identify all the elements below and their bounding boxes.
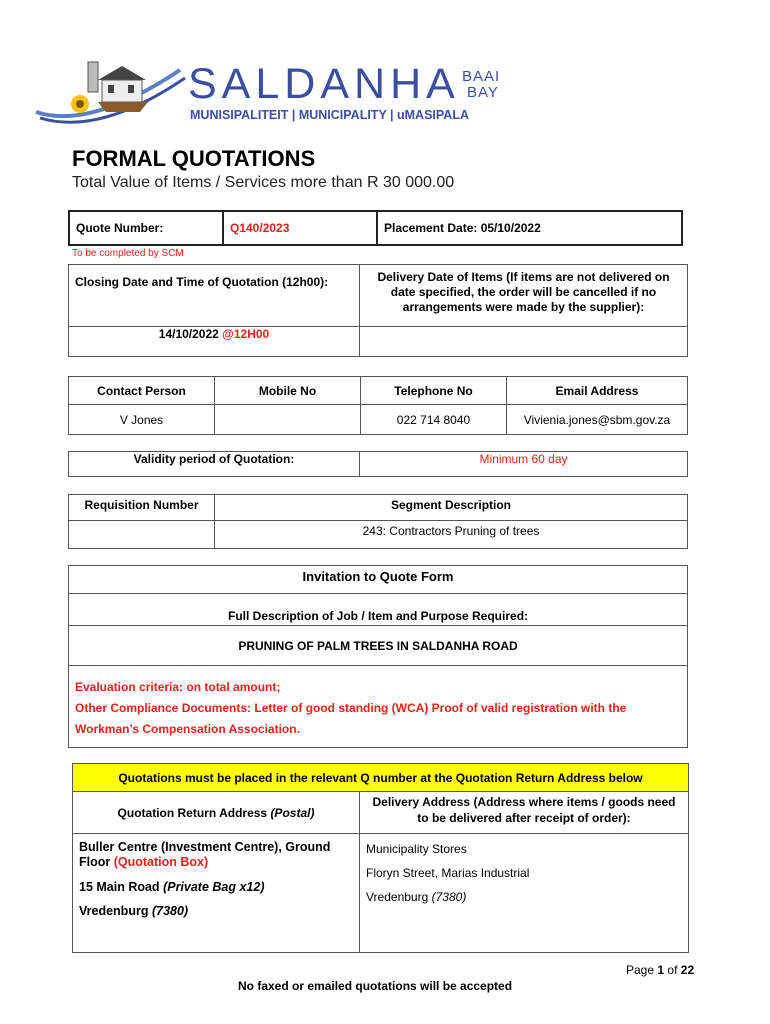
return-postcode: (7380) xyxy=(151,904,189,918)
evaluation-criteria xyxy=(69,666,688,748)
page-title: FORMAL QUOTATIONS xyxy=(72,146,316,171)
evaluation-line-2: Other Compliance Documents: Letter of good standing (WCA) Proof of valid registration with the xyxy=(75,701,627,715)
delivery-date-label: Delivery Date of Items (If items are not delivered on date specified, the order will be cancelled if no arrangements were made by the supplier): xyxy=(360,265,688,327)
delivery-line-3: Vredenburg xyxy=(366,890,429,904)
return-address-body xyxy=(73,834,360,953)
page-prefix: Page xyxy=(626,963,655,977)
quote-number-table xyxy=(68,210,683,246)
validity-table xyxy=(68,451,688,477)
return-address-postal: (Postal) xyxy=(270,805,315,820)
requisition-table xyxy=(68,494,688,549)
invitation-title: Invitation to Quote Form xyxy=(69,566,688,594)
mobile-value xyxy=(215,405,361,435)
quote-number-label: Quote Number: xyxy=(69,211,223,245)
email-header: Email Address xyxy=(507,377,688,405)
delivery-address-body xyxy=(360,834,689,953)
requisition-label: Requisition Number xyxy=(69,495,215,521)
page-current: 1 xyxy=(657,963,665,977)
municipality-logo xyxy=(30,52,190,132)
email-value: Vivienia.jones@sbm.gov.za xyxy=(507,405,688,435)
return-address-header xyxy=(73,792,360,834)
return-line-2: 15 Main Road xyxy=(79,880,160,894)
page-of: of xyxy=(667,963,678,977)
mobile-header: Mobile No xyxy=(215,377,361,405)
contact-person-value: V Jones xyxy=(69,405,215,435)
telephone-value: 022 714 8040 xyxy=(361,405,507,435)
scm-note: To be completed by SCM xyxy=(72,248,184,259)
closing-date-value xyxy=(69,327,360,357)
return-address-banner: Quotations must be placed in the relevant Q number at the Quotation Return Address below xyxy=(73,764,689,792)
quote-number-value: Q140/2023 xyxy=(223,211,377,245)
delivery-address-header: Delivery Address (Address where items / goods need to be delivered after receipt of order): xyxy=(360,792,689,834)
segment-value: 243: Contractors Pruning of trees xyxy=(215,521,688,549)
delivery-line-2: Floryn Street, Marias Industrial xyxy=(366,866,530,880)
logo-emblem-icon xyxy=(30,52,190,132)
closing-date-label: Closing Date and Time of Quotation (12h00): xyxy=(69,265,360,327)
description-label: Full Description of Job / Item and Purpose Required: xyxy=(69,594,688,626)
footer-note: No faxed or emailed quotations will be accepted xyxy=(238,979,513,993)
brand-bay: BAY xyxy=(467,84,499,101)
telephone-header: Telephone No xyxy=(361,377,507,405)
quotation-box: (Quotation Box) xyxy=(113,855,209,869)
delivery-line-1: Municipality Stores xyxy=(366,842,467,856)
brand-tagline: MUNISIPALITEIT | MUNICIPALITY | uMASIPALA xyxy=(190,108,469,122)
brand-baai: BAAI xyxy=(462,68,501,85)
validity-label: Validity period of Quotation: xyxy=(69,452,360,477)
closing-time: @12H00 xyxy=(222,327,270,341)
private-bag: (Private Bag x12) xyxy=(163,880,265,894)
contact-person-header: Contact Person xyxy=(69,377,215,405)
requisition-value xyxy=(69,521,215,549)
placement-date: Placement Date: 05/10/2022 xyxy=(377,211,682,245)
closing-delivery-table xyxy=(68,264,688,357)
invitation-table xyxy=(68,565,688,748)
return-address-label: Quotation Return Address xyxy=(117,805,268,820)
closing-date: 14/10/2022 xyxy=(158,327,219,341)
evaluation-line-1: Evaluation criteria: on total amount; xyxy=(75,680,281,694)
evaluation-line-3: Workman’s Compensation Association. xyxy=(75,722,300,736)
addresses-table xyxy=(72,763,689,953)
description-value: PRUNING OF PALM TREES IN SALDANHA ROAD xyxy=(69,626,688,666)
page-number xyxy=(626,963,694,977)
validity-value: Minimum 60 day xyxy=(360,452,688,477)
page-subtitle: Total Value of Items / Services more than R 30 000.00 xyxy=(72,174,455,191)
brand-name: SALDANHA xyxy=(188,60,460,108)
page-total: 22 xyxy=(680,963,695,977)
delivery-postcode: (7380) xyxy=(431,890,467,904)
return-line-3: Vredenburg xyxy=(79,904,149,918)
segment-label: Segment Description xyxy=(215,495,688,521)
delivery-date-value xyxy=(360,327,688,357)
contact-table xyxy=(68,376,688,435)
return-line-1: Buller Centre (Investment Centre), Ground Floor xyxy=(79,840,331,869)
